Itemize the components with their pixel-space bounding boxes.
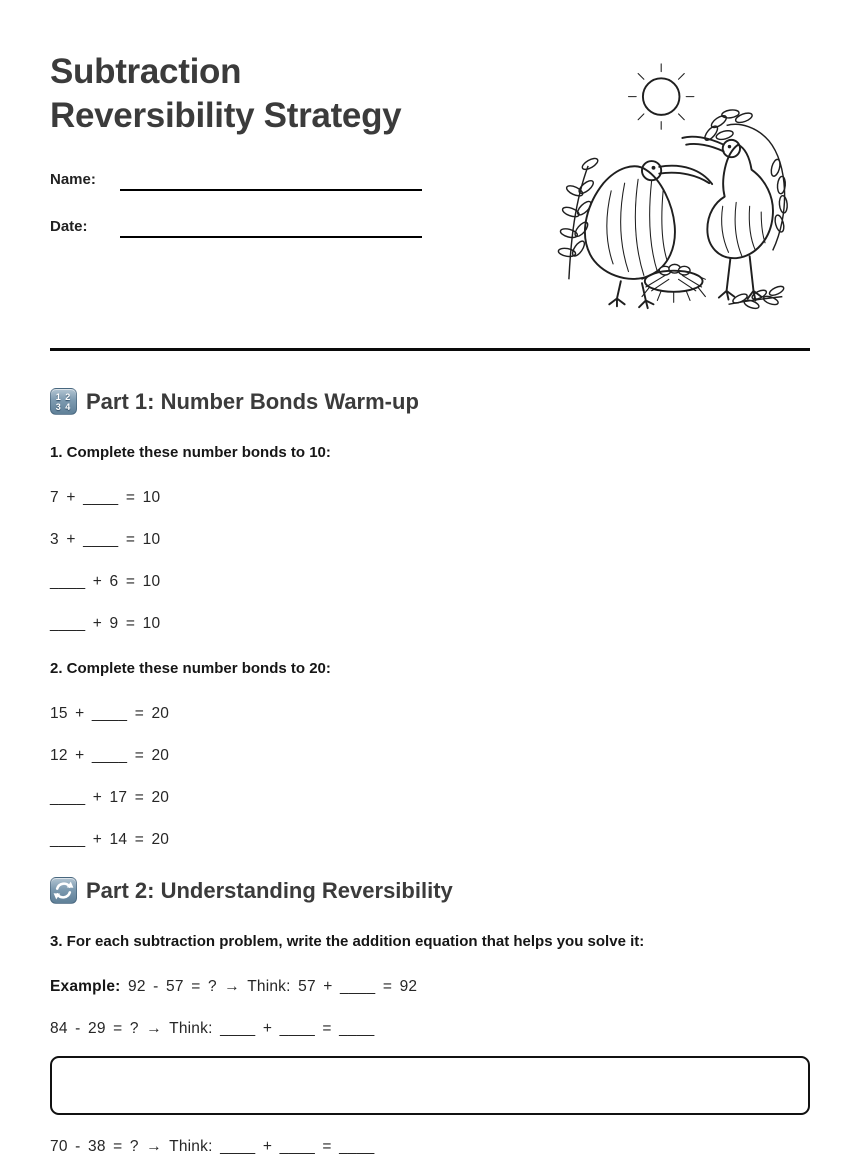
example-line (50, 978, 810, 996)
bond-to-20-item: ____ + 14 = 20 (50, 831, 170, 848)
input-numbers-icon (50, 388, 77, 415)
problem-line-1: 84 - 29 = ? → Think: ____ + ____ = ____ (50, 1020, 375, 1037)
title-line-2: Reversibility Strategy (50, 96, 402, 135)
name-label: Name: (50, 171, 96, 188)
part2-heading (50, 877, 810, 904)
bottom-sprig (729, 285, 785, 311)
counterclockwise-arrows-icon (50, 877, 77, 904)
bond-to-20-item: 15 + ____ = 20 (50, 705, 170, 722)
section-divider (50, 348, 810, 351)
part2-heading-text: Part 2: Understanding Reversibility (86, 877, 453, 903)
input-numbers-icon-row2: 3 4 (55, 401, 72, 412)
bond-to-10-item: 3 + ____ = 10 (50, 531, 161, 548)
date-field-row (50, 214, 422, 238)
name-field-row (50, 167, 422, 191)
right-kiwi-bird (682, 137, 773, 301)
part1-heading (50, 388, 810, 415)
kiwi-illustration-svg (542, 62, 790, 312)
right-branch (703, 109, 788, 251)
example-text: 92 - 57 = ? → Think: 57 + ____ = 92 (120, 978, 418, 995)
bond-to-10-item: ____ + 9 = 10 (50, 615, 161, 632)
bond-to-10-item: ____ + 6 = 10 (50, 573, 161, 590)
date-label: Date: (50, 218, 88, 235)
date-input-line[interactable] (120, 214, 422, 238)
bond-to-10-item: 7 + ____ = 10 (50, 489, 161, 506)
input-numbers-icon-row1: 1 2 (55, 391, 72, 402)
bond-to-20-item: ____ + 17 = 20 (50, 789, 170, 806)
part1-heading-text: Part 1: Number Bonds Warm-up (86, 388, 419, 414)
title-line-1: Subtraction (50, 52, 242, 91)
sun-icon (629, 64, 694, 129)
bond-to-20-item: 12 + ____ = 20 (50, 747, 170, 764)
nest-with-eggs (642, 264, 705, 302)
kiwi-illustration (542, 62, 790, 312)
question-3-label: 3. For each subtraction problem, write the addition equation that helps you solve it: (50, 933, 645, 950)
question-2-label: 2. Complete these number bonds to 20: (50, 660, 331, 677)
answer-box[interactable] (50, 1056, 810, 1115)
problem-line-2: 70 - 38 = ? → Think: ____ + ____ = ____ (50, 1138, 375, 1155)
question-1-label: 1. Complete these number bonds to 10: (50, 444, 331, 461)
example-label: Example: (50, 978, 121, 995)
name-input-line[interactable] (120, 167, 422, 191)
